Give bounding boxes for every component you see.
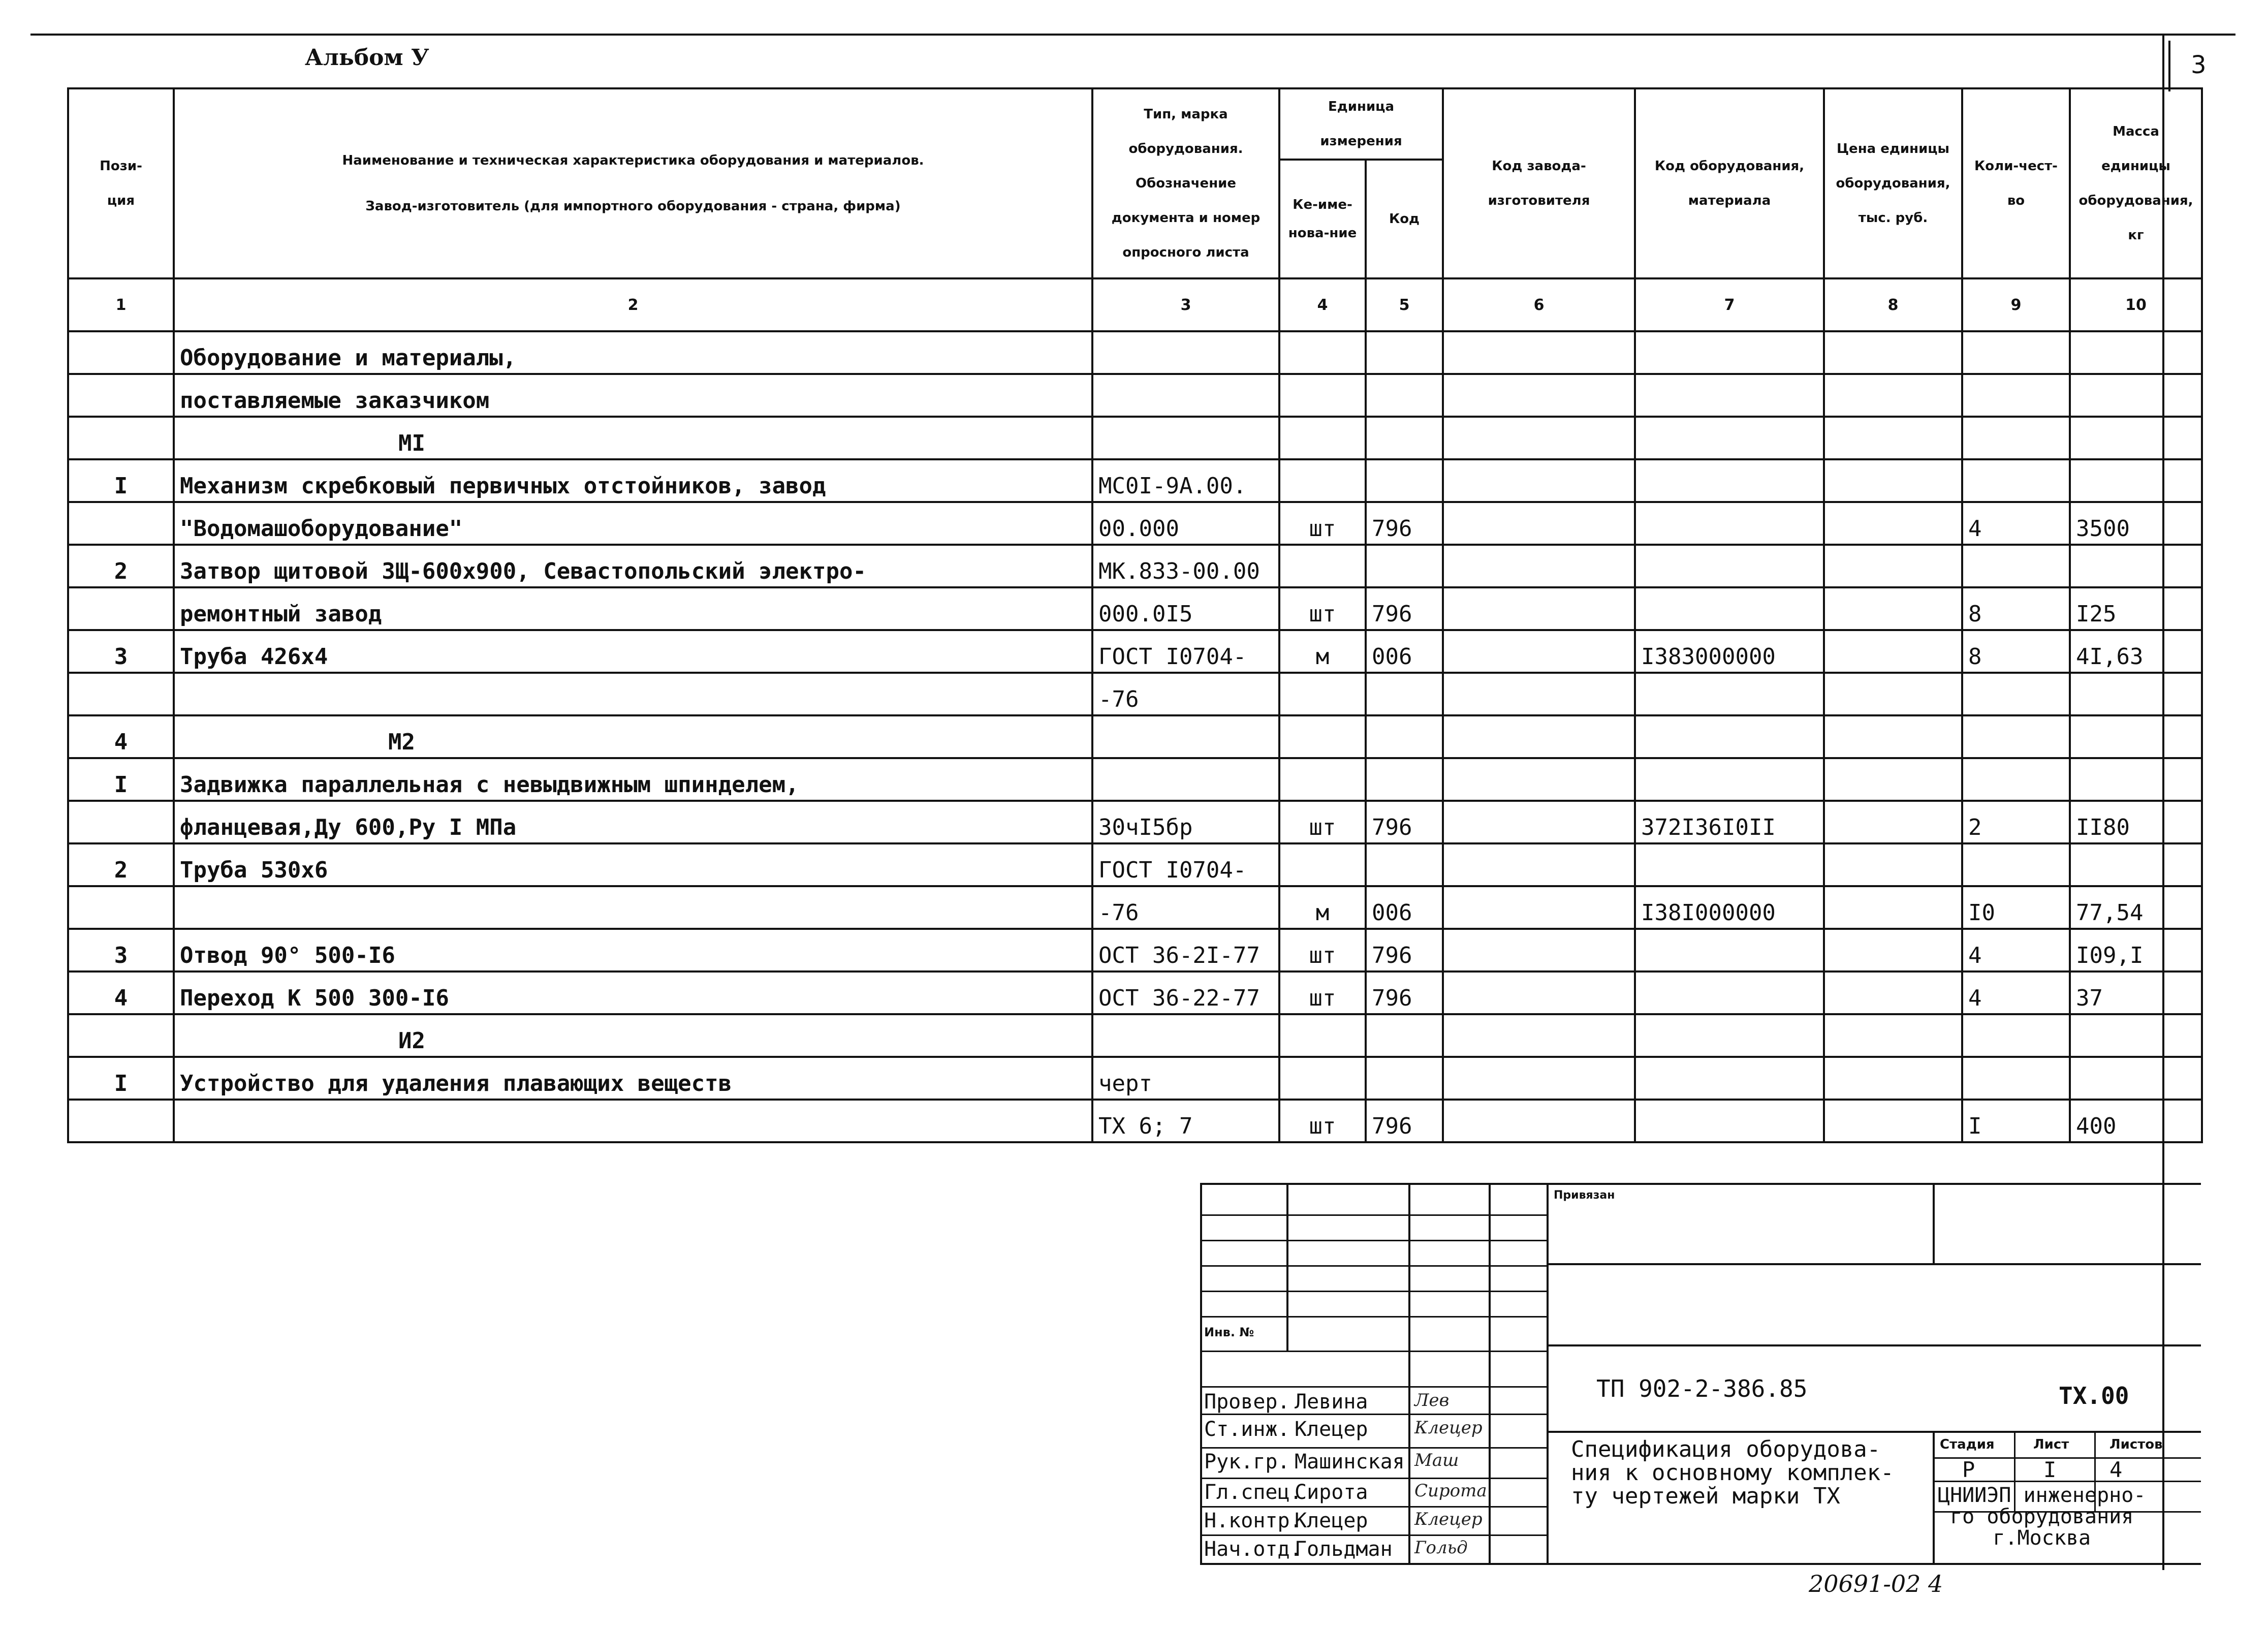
- cell-unit: [1279, 331, 1366, 374]
- column-number: 6: [1443, 278, 1635, 331]
- cell-equip: [1635, 843, 1824, 886]
- cell-price: [1824, 715, 1962, 758]
- cell-code: [1366, 331, 1443, 374]
- cell-equip: [1635, 715, 1824, 758]
- cell-price: [1824, 843, 1962, 886]
- cell-code: [1366, 417, 1443, 459]
- cell-name: М2: [174, 715, 1092, 758]
- cell-unit: [1279, 545, 1366, 587]
- cell-equip: [1635, 929, 1824, 971]
- cell-price: [1824, 1100, 1962, 1142]
- cell-code: 796: [1366, 1100, 1443, 1142]
- cell-code: [1366, 374, 1443, 417]
- cell-type: черт: [1092, 1057, 1279, 1100]
- cell-name: Задвижка параллельная с невыдвижным шпинделем,: [174, 758, 1092, 801]
- column-numbers-row: [68, 278, 2202, 331]
- cell-code: 796: [1366, 929, 1443, 971]
- cell-type: [1092, 417, 1279, 459]
- sheets-value: 4: [2109, 1457, 2123, 1482]
- signature-role: Рук.гр.: [1204, 1450, 1290, 1474]
- stage-value: Р: [1962, 1457, 1975, 1482]
- table-row: [68, 630, 2202, 673]
- cell-pos: I: [68, 459, 174, 502]
- cell-price: [1824, 929, 1962, 971]
- signature-role: Провер.: [1204, 1390, 1290, 1414]
- cell-pos: [68, 1014, 174, 1057]
- specification-table: [67, 87, 2203, 1143]
- col-equip-code-header: Код оборудования, материала: [1635, 88, 1824, 278]
- cell-mass: [2070, 673, 2202, 715]
- inventory-number-label: Инв. №: [1204, 1325, 1254, 1339]
- cell-mass: 37: [2070, 971, 2202, 1014]
- cell-qty: 4: [1962, 971, 2070, 1014]
- signature-name: Клецер: [1295, 1509, 1368, 1532]
- cell-price: [1824, 459, 1962, 502]
- cell-plant: [1443, 715, 1635, 758]
- col-type-header: Тип, марка оборудования. Обозначение документа и номер опросного листа: [1092, 88, 1279, 278]
- cell-name: Затвор щитовой ЗЩ-600х900, Севастопольский электро-: [174, 545, 1092, 587]
- cell-equip: 372I36I0II: [1635, 801, 1824, 843]
- cell-name: [174, 673, 1092, 715]
- cell-plant: [1443, 630, 1635, 673]
- table-row: [68, 758, 2202, 801]
- col-pos-header: Пози- ция: [68, 88, 174, 278]
- cell-type: -76: [1092, 673, 1279, 715]
- cell-pos: 2: [68, 843, 174, 886]
- column-number: 9: [1962, 278, 2070, 331]
- cell-price: [1824, 331, 1962, 374]
- cell-qty: [1962, 715, 2070, 758]
- cell-name: Переход К 500 300-I6: [174, 971, 1092, 1014]
- cell-equip: [1635, 1014, 1824, 1057]
- table-row: [68, 1100, 2202, 1142]
- table-row: [68, 715, 2202, 758]
- cell-unit: [1279, 1014, 1366, 1057]
- cell-price: [1824, 374, 1962, 417]
- cell-plant: [1443, 971, 1635, 1014]
- cell-equip: [1635, 331, 1824, 374]
- cell-mass: I09,I: [2070, 929, 2202, 971]
- cell-unit: шт: [1279, 929, 1366, 971]
- column-number: 3: [1092, 278, 1279, 331]
- cell-price: [1824, 758, 1962, 801]
- column-number: 10: [2070, 278, 2202, 331]
- cell-code: [1366, 1057, 1443, 1100]
- cell-plant: [1443, 673, 1635, 715]
- table-row: [68, 417, 2202, 459]
- table-row: [68, 801, 2202, 843]
- cell-type: [1092, 374, 1279, 417]
- cell-unit: [1279, 417, 1366, 459]
- cell-qty: 8: [1962, 630, 2070, 673]
- cell-mass: 3500: [2070, 502, 2202, 545]
- cell-qty: [1962, 545, 2070, 587]
- cell-plant: [1443, 886, 1635, 929]
- cell-qty: [1962, 374, 2070, 417]
- cell-price: [1824, 630, 1962, 673]
- col-plant-code-header: Код завода-изготовителя: [1443, 88, 1635, 278]
- cell-code: [1366, 715, 1443, 758]
- cell-qty: I: [1962, 1100, 2070, 1142]
- cell-type: ОСТ 36-2I-77: [1092, 929, 1279, 971]
- cell-name: И2: [174, 1014, 1092, 1057]
- cell-mass: [2070, 758, 2202, 801]
- cell-price: [1824, 587, 1962, 630]
- cell-name: фланцевая,Ду 600,Ру I МПа: [174, 801, 1092, 843]
- cell-pos: 4: [68, 971, 174, 1014]
- signature-name: Гольдман: [1295, 1538, 1393, 1561]
- privyazan-label: Привязан: [1554, 1189, 1615, 1202]
- table-row: [68, 331, 2202, 374]
- cell-mass: [2070, 374, 2202, 417]
- col-name-header: Наименование и техническая характеристика оборудования и материалов. Завод-изготовитель (для импортного оборудования - страна, фирма): [174, 88, 1092, 278]
- cell-name: поставляемые заказчиком: [174, 374, 1092, 417]
- cell-qty: [1962, 459, 2070, 502]
- cell-unit: шт: [1279, 502, 1366, 545]
- cell-unit: [1279, 374, 1366, 417]
- cell-type: МС0I-9А.00.: [1092, 459, 1279, 502]
- col-qty-header: Коли-чест-во: [1962, 88, 2070, 278]
- cell-name: [174, 886, 1092, 929]
- cell-name: Устройство для удаления плавающих веществ: [174, 1057, 1092, 1100]
- cell-qty: [1962, 673, 2070, 715]
- signature-role: Ст.инж.: [1204, 1418, 1290, 1441]
- column-number: 1: [68, 278, 174, 331]
- cell-equip: [1635, 545, 1824, 587]
- cell-qty: [1962, 843, 2070, 886]
- table-row: [68, 929, 2202, 971]
- cell-type: [1092, 331, 1279, 374]
- table-row: [68, 502, 2202, 545]
- signature-role: Гл.спец.: [1204, 1481, 1302, 1504]
- cell-equip: [1635, 374, 1824, 417]
- cell-unit: м: [1279, 630, 1366, 673]
- cell-plant: [1443, 843, 1635, 886]
- cell-plant: [1443, 1100, 1635, 1142]
- column-number: 7: [1635, 278, 1824, 331]
- cell-qty: [1962, 1057, 2070, 1100]
- cell-pos: I: [68, 1057, 174, 1100]
- handwritten-signature: Сирота: [1414, 1481, 1487, 1501]
- cell-pos: [68, 502, 174, 545]
- cell-type: ГОСТ I0704-: [1092, 843, 1279, 886]
- sheet-label: Лист: [2033, 1437, 2069, 1452]
- cell-plant: [1443, 929, 1635, 971]
- cell-code: 006: [1366, 886, 1443, 929]
- cell-price: [1824, 801, 1962, 843]
- cell-name: Механизм скребковый первичных отстойников, завод: [174, 459, 1092, 502]
- footer-code: 20691-02 4: [1809, 1570, 1943, 1597]
- table-row: [68, 587, 2202, 630]
- handwritten-signature: Клецер: [1414, 1509, 1483, 1529]
- cell-mass: [2070, 459, 2202, 502]
- cell-qty: [1962, 331, 2070, 374]
- cell-price: [1824, 545, 1962, 587]
- cell-type: 000.0I5: [1092, 587, 1279, 630]
- cell-name: ремонтный завод: [174, 587, 1092, 630]
- cell-plant: [1443, 1057, 1635, 1100]
- organization: ЦНИИЭП инженерно- го оборудования г.Москва: [1938, 1484, 2146, 1550]
- cell-code: [1366, 459, 1443, 502]
- cell-equip: I38I000000: [1635, 886, 1824, 929]
- handwritten-signature: Клецер: [1414, 1418, 1483, 1438]
- table-row: [68, 374, 2202, 417]
- cell-name: "Водомашоборудование": [174, 502, 1092, 545]
- cell-price: [1824, 971, 1962, 1014]
- cell-unit: шт: [1279, 971, 1366, 1014]
- cell-pos: [68, 801, 174, 843]
- cell-code: 796: [1366, 502, 1443, 545]
- cell-name: Оборудование и материалы,: [174, 331, 1092, 374]
- cell-pos: 2: [68, 545, 174, 587]
- cell-pos: [68, 886, 174, 929]
- table-row: [68, 843, 2202, 886]
- signature-name: Сирота: [1295, 1481, 1368, 1504]
- cell-type: ГОСТ I0704-: [1092, 630, 1279, 673]
- cell-pos: [68, 417, 174, 459]
- cell-qty: [1962, 758, 2070, 801]
- table-row: [68, 459, 2202, 502]
- cell-mass: I25: [2070, 587, 2202, 630]
- cell-type: МК.833-00.00: [1092, 545, 1279, 587]
- handwritten-signature: Маш: [1414, 1450, 1459, 1470]
- cell-pos: [68, 374, 174, 417]
- column-number: 5: [1366, 278, 1443, 331]
- cell-qty: 4: [1962, 502, 2070, 545]
- cell-qty: [1962, 1014, 2070, 1057]
- table-row: [68, 971, 2202, 1014]
- cell-code: [1366, 1014, 1443, 1057]
- table-row: [68, 673, 2202, 715]
- cell-name: Труба 530х6: [174, 843, 1092, 886]
- cell-equip: [1635, 502, 1824, 545]
- cell-plant: [1443, 758, 1635, 801]
- cell-equip: [1635, 587, 1824, 630]
- cell-mass: 4I,63: [2070, 630, 2202, 673]
- col-unit-code-header: Код: [1366, 160, 1443, 278]
- cell-pos: [68, 587, 174, 630]
- cell-qty: I0: [1962, 886, 2070, 929]
- cell-code: [1366, 673, 1443, 715]
- cell-plant: [1443, 331, 1635, 374]
- cell-unit: [1279, 459, 1366, 502]
- cell-equip: I383000000: [1635, 630, 1824, 673]
- cell-name: Отвод 90° 500-I6: [174, 929, 1092, 971]
- cell-price: [1824, 1014, 1962, 1057]
- table-row: [68, 1014, 2202, 1057]
- column-number: 4: [1279, 278, 1366, 331]
- column-number: 2: [174, 278, 1092, 331]
- cell-mass: [2070, 1014, 2202, 1057]
- cell-qty: 4: [1962, 929, 2070, 971]
- cell-plant: [1443, 502, 1635, 545]
- cell-type: [1092, 758, 1279, 801]
- cell-pos: [68, 673, 174, 715]
- cell-price: [1824, 417, 1962, 459]
- cell-code: [1366, 758, 1443, 801]
- cell-equip: [1635, 1057, 1824, 1100]
- stage-label: Стадия: [1940, 1437, 1995, 1452]
- cell-name: [174, 1100, 1092, 1142]
- cell-equip: [1635, 971, 1824, 1014]
- table-row: [68, 545, 2202, 587]
- signature-role: Н.контр.: [1204, 1509, 1302, 1532]
- cell-type: -76: [1092, 886, 1279, 929]
- col-unit-header: Единица измерения: [1279, 88, 1443, 160]
- drawing-mark: ТХ.00: [2059, 1382, 2129, 1409]
- cell-pos: I: [68, 758, 174, 801]
- cell-unit: шт: [1279, 587, 1366, 630]
- cell-unit: [1279, 1057, 1366, 1100]
- cell-pos: 3: [68, 630, 174, 673]
- cell-equip: [1635, 1100, 1824, 1142]
- header-row: [68, 88, 2202, 160]
- cell-mass: [2070, 1057, 2202, 1100]
- cell-pos: [68, 1100, 174, 1142]
- cell-price: [1824, 1057, 1962, 1100]
- signature-name: Левина: [1295, 1390, 1368, 1414]
- cell-type: [1092, 1014, 1279, 1057]
- cell-mass: [2070, 843, 2202, 886]
- cell-unit: м: [1279, 886, 1366, 929]
- cell-equip: [1635, 459, 1824, 502]
- cell-mass: [2070, 331, 2202, 374]
- cell-mass: [2070, 545, 2202, 587]
- title-block: [1200, 1183, 2201, 1565]
- cell-unit: шт: [1279, 1100, 1366, 1142]
- cell-mass: 400: [2070, 1100, 2202, 1142]
- album-label: Альбом У: [305, 45, 429, 71]
- cell-mass: II80: [2070, 801, 2202, 843]
- cell-code: 796: [1366, 971, 1443, 1014]
- cell-type: ОСТ 36-22-77: [1092, 971, 1279, 1014]
- cell-unit: шт: [1279, 801, 1366, 843]
- cell-type: [1092, 715, 1279, 758]
- cell-unit: [1279, 843, 1366, 886]
- cell-equip: [1635, 417, 1824, 459]
- document-title: Спецификация оборудова- ния к основному комплек- ту чертежей марки ТХ: [1571, 1436, 1894, 1509]
- top-border: [30, 34, 2235, 36]
- cell-code: 006: [1366, 630, 1443, 673]
- col-price-header: Цена единицы оборудования, тыс. руб.: [1824, 88, 1962, 278]
- document-code: ТП 902-2-386.85: [1596, 1375, 1808, 1402]
- cell-plant: [1443, 417, 1635, 459]
- cell-plant: [1443, 801, 1635, 843]
- cell-mass: [2070, 715, 2202, 758]
- cell-type: ТХ 6; 7: [1092, 1100, 1279, 1142]
- signature-name: Клецер: [1295, 1418, 1368, 1441]
- cell-type: 00.000: [1092, 502, 1279, 545]
- table-row: [68, 886, 2202, 929]
- cell-mass: 77,54: [2070, 886, 2202, 929]
- cell-name: Труба 426х4: [174, 630, 1092, 673]
- column-number: 8: [1824, 278, 1962, 331]
- cell-code: [1366, 843, 1443, 886]
- cell-qty: 8: [1962, 587, 2070, 630]
- cell-pos: 4: [68, 715, 174, 758]
- cell-price: [1824, 502, 1962, 545]
- cell-plant: [1443, 459, 1635, 502]
- cell-code: 796: [1366, 801, 1443, 843]
- cell-equip: [1635, 758, 1824, 801]
- cell-plant: [1443, 374, 1635, 417]
- signature-role: Нач.отд.: [1204, 1538, 1302, 1561]
- cell-qty: 2: [1962, 801, 2070, 843]
- handwritten-signature: Лев: [1414, 1390, 1450, 1410]
- col-mass-header: Масса единицы оборудования, кг: [2070, 88, 2202, 278]
- cell-price: [1824, 886, 1962, 929]
- cell-plant: [1443, 587, 1635, 630]
- table-row: [68, 1057, 2202, 1100]
- cell-plant: [1443, 545, 1635, 587]
- cell-qty: [1962, 417, 2070, 459]
- signature-name: Машинская: [1295, 1450, 1405, 1474]
- specification-body: [68, 331, 2202, 1142]
- cell-unit: [1279, 673, 1366, 715]
- cell-unit: [1279, 715, 1366, 758]
- sheets-label: Листов: [2109, 1437, 2163, 1452]
- cell-code: 796: [1366, 587, 1443, 630]
- cell-equip: [1635, 673, 1824, 715]
- cell-name: МI: [174, 417, 1092, 459]
- cell-pos: [68, 331, 174, 374]
- cell-type: 30чI5бр: [1092, 801, 1279, 843]
- cell-mass: [2070, 417, 2202, 459]
- cell-code: [1366, 545, 1443, 587]
- page-number: 3: [2191, 51, 2207, 79]
- handwritten-signature: Гольд: [1414, 1538, 1468, 1558]
- cell-price: [1824, 673, 1962, 715]
- cell-plant: [1443, 1014, 1635, 1057]
- page-number-divider: [2168, 41, 2170, 91]
- sheet-value: I: [2043, 1457, 2057, 1482]
- cell-unit: [1279, 758, 1366, 801]
- cell-pos: 3: [68, 929, 174, 971]
- col-unit-name-header: Ке-име-нова-ние: [1279, 160, 1366, 278]
